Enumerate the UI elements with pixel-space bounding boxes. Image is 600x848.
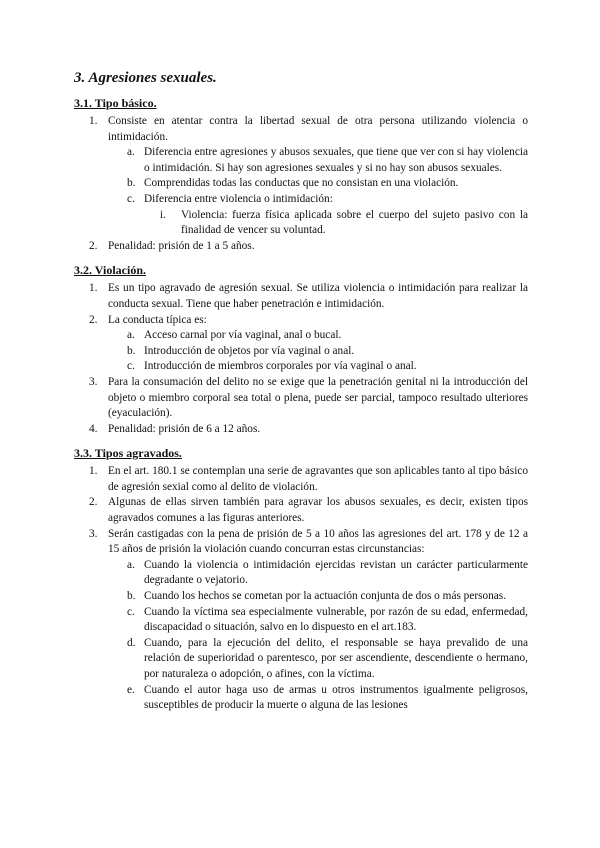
section-heading: 3.3. Tipos agravados. <box>74 446 182 461</box>
section-tipo-basico <box>74 96 528 254</box>
list-marker: b. <box>127 590 136 603</box>
list-marker: 2. <box>89 496 98 509</box>
document-page <box>74 70 528 723</box>
list-item <box>74 495 528 526</box>
list-item-text: Cuando la víctima sea especialmente vulnerable, por razón de su edad, enfermedad, discapacidad o situación, salvo en lo dispuesto en el art.183. <box>144 605 528 634</box>
section-heading: 3.1. Tipo básico. <box>74 96 157 110</box>
list-item-text: Comprendidas todas las conductas que no consistan en una violación. <box>144 177 459 190</box>
list-marker: i. <box>160 208 166 221</box>
list-marker: a. <box>127 558 135 571</box>
list-item-text: Violencia: fuerza física aplicada sobre el cuerpo del sujeto pasivo con la finalidad de vencer su voluntad. <box>181 208 528 237</box>
list-item-text: La conducta típica es: <box>108 313 207 326</box>
list-item-text: Cuando, para la ejecución del delito, el responsable se haya prevalido de una relación de superioridad o parentesco, por ser ascendiente, descendiente o hermano, por naturaleza o adopción, o afines, con la víctima. <box>144 636 528 680</box>
sublist-item <box>74 558 528 589</box>
list-item-text: Penalidad: prisión de 1 a 5 años. <box>108 239 255 252</box>
list-item-text: Cuando los hechos se cometan por la actuación conjunta de dos o más personas. <box>144 590 507 603</box>
list-item <box>74 422 528 438</box>
list-item-text: Diferencia entre violencia o intimidación: <box>144 192 333 205</box>
list-item <box>74 114 528 145</box>
sublist-item <box>74 683 528 714</box>
list-item-text: Acceso carnal por vía vaginal, anal o bucal. <box>144 329 342 342</box>
numbered-list <box>74 114 528 254</box>
list-item <box>74 375 528 422</box>
list-item <box>74 527 528 558</box>
list-marker: b. <box>127 344 136 357</box>
subsublist-item <box>74 208 528 239</box>
sublist-item <box>74 589 528 605</box>
list-item <box>74 281 528 312</box>
list-marker: 4. <box>89 422 98 435</box>
list-marker: a. <box>127 329 135 342</box>
list-marker: c. <box>127 360 135 373</box>
list-item-text: Serán castigadas con la pena de prisión de 5 a 10 años las agresiones del art. 178 y de 12 a 15 años de prisión la violación cuando concurran estas circunstancias: <box>108 527 528 556</box>
list-marker: d. <box>127 636 136 649</box>
list-marker: b. <box>127 177 136 190</box>
list-marker: 1. <box>89 465 98 478</box>
sublist-item <box>74 359 528 375</box>
list-marker: 1. <box>89 282 98 295</box>
list-item-text: Cuando el autor haga uso de armas u otros instrumentos igualmente peligrosos, susceptibles de producir la muerte o alguna de las lesiones <box>144 683 528 712</box>
sublist-item <box>74 145 528 176</box>
list-item <box>74 313 528 329</box>
section-tipos-agravados <box>74 446 528 714</box>
list-marker: 3. <box>89 375 98 388</box>
numbered-list <box>74 281 528 437</box>
list-item-text: Consiste en atentar contra la libertad sexual de otra persona utilizando violencia o intimidación. <box>108 115 528 143</box>
list-item-text: Es un tipo agravado de agresión sexual. Se utiliza violencia o intimidación para realizar la conducta sexual. Tiene que haber penetración e intimidación. <box>108 282 528 310</box>
list-marker: 1. <box>89 115 98 127</box>
sublist-item <box>74 192 528 208</box>
list-item-text: Introducción de objetos por vía vaginal o anal. <box>144 344 355 357</box>
list-item-text: Para la consumación del delito no se exige que la penetración genital ni la introducción del objeto o miembro corporal sea total o plena, puede ser parcial, tampoco resultado ulteriores (eyaculación). <box>108 375 528 420</box>
numbered-list <box>74 464 528 714</box>
sublist-item <box>74 176 528 192</box>
list-marker: e. <box>127 683 135 696</box>
list-item-text: En el art. 180.1 se contemplan una serie de agravantes que son aplicables tanto al tipo básico de agresión sexial como al delito de violación. <box>108 465 528 493</box>
section-heading: 3.2. Violación. <box>74 263 147 278</box>
sublist-item <box>74 344 528 360</box>
sublist-item <box>74 636 528 683</box>
sublist-item <box>74 328 528 344</box>
list-item-text: Algunas de ellas sirven también para agravar los abusos sexuales, es decir, existen tipos agravados comunes a las figuras anteriores. <box>108 496 528 525</box>
list-item <box>74 464 528 495</box>
list-item-text: Penalidad: prisión de 6 a 12 años. <box>108 422 261 435</box>
list-marker: a. <box>127 146 135 159</box>
page-title: 3. Agresiones sexuales. <box>74 70 217 86</box>
list-marker: 3. <box>89 527 98 540</box>
list-marker: 2. <box>89 239 98 252</box>
list-item-text: Introducción de miembros corporales por vía vaginal o anal. <box>144 360 417 373</box>
sublist-item <box>74 605 528 636</box>
list-item-text: Cuando la violencia o intimidación ejercidas revistan un carácter particularmente degradante o vejatorio. <box>144 558 528 587</box>
list-marker: c. <box>127 192 135 205</box>
list-item-text: Diferencia entre agresiones y abusos sexuales, que tiene que ver con si hay violencia o intimidación. Si hay son agresiones sexuales y si no hay son abusos sexuales. <box>144 146 528 174</box>
section-violacion <box>74 263 528 437</box>
list-marker: 2. <box>89 313 98 326</box>
list-marker: c. <box>127 605 135 618</box>
list-item <box>74 239 528 255</box>
